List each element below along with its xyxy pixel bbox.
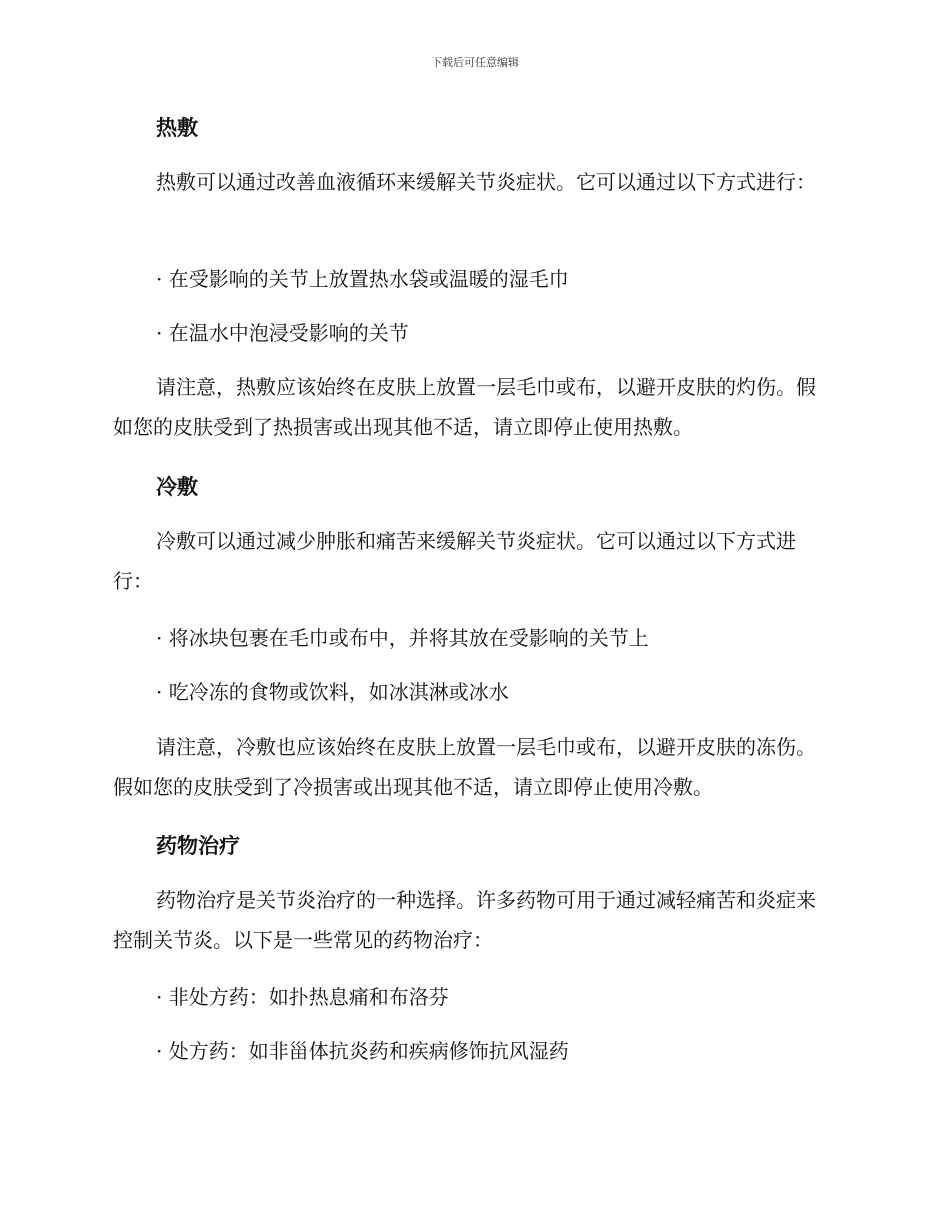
list-item: · 处方药：如非甾体抗炎药和疾病修饰抗风湿药 xyxy=(156,1039,569,1063)
section-heading-medication: 药物治疗 xyxy=(156,834,240,858)
list-item: · 非处方药：如扑热息痛和布洛芬 xyxy=(156,985,449,1009)
section-note-cold-compress: 请注意，冷敷也应该始终在皮肤上放置一层毛巾或布，以避开皮肤的冻伤。假如您的皮肤受到了冷损害或出现其他不适，请立即停止使用冷敷。 xyxy=(113,735,816,799)
list-item: · 将冰块包裹在毛巾或布中，并将其放在受影响的关节上 xyxy=(156,626,649,650)
page-header: 下载后可任意编辑 xyxy=(431,56,519,69)
section-intro-medication: 药物治疗是关节炎治疗的一种选择。许多药物可用于通过减轻痛苦和炎症来控制关节炎。以下是一些常见的药物治疗： xyxy=(113,888,816,952)
list-item: · 吃冷冻的食物或饮料，如冰淇淋或冰水 xyxy=(156,680,509,704)
list-item: · 在受影响的关节上放置热水袋或温暖的湿毛巾 xyxy=(156,267,569,291)
section-heading-cold-compress: 冷敷 xyxy=(156,475,198,499)
list-item: · 在温水中泡浸受影响的关节 xyxy=(156,321,409,345)
section-note-hot-compress: 请注意，热敷应该始终在皮肤上放置一层毛巾或布，以避开皮肤的灼伤。假如您的皮肤受到了热损害或出现其他不适，请立即停止使用热敷。 xyxy=(113,375,816,439)
section-intro-cold-compress: 冷敷可以通过减少肿胀和痛苦来缓解关节炎症状。它可以通过以下方式进行： xyxy=(113,529,796,593)
section-heading-hot-compress: 热敷 xyxy=(156,116,198,140)
section-intro-hot-compress: 热敷可以通过改善血液循环来缓解关节炎症状。它可以通过以下方式进行： xyxy=(156,170,816,194)
